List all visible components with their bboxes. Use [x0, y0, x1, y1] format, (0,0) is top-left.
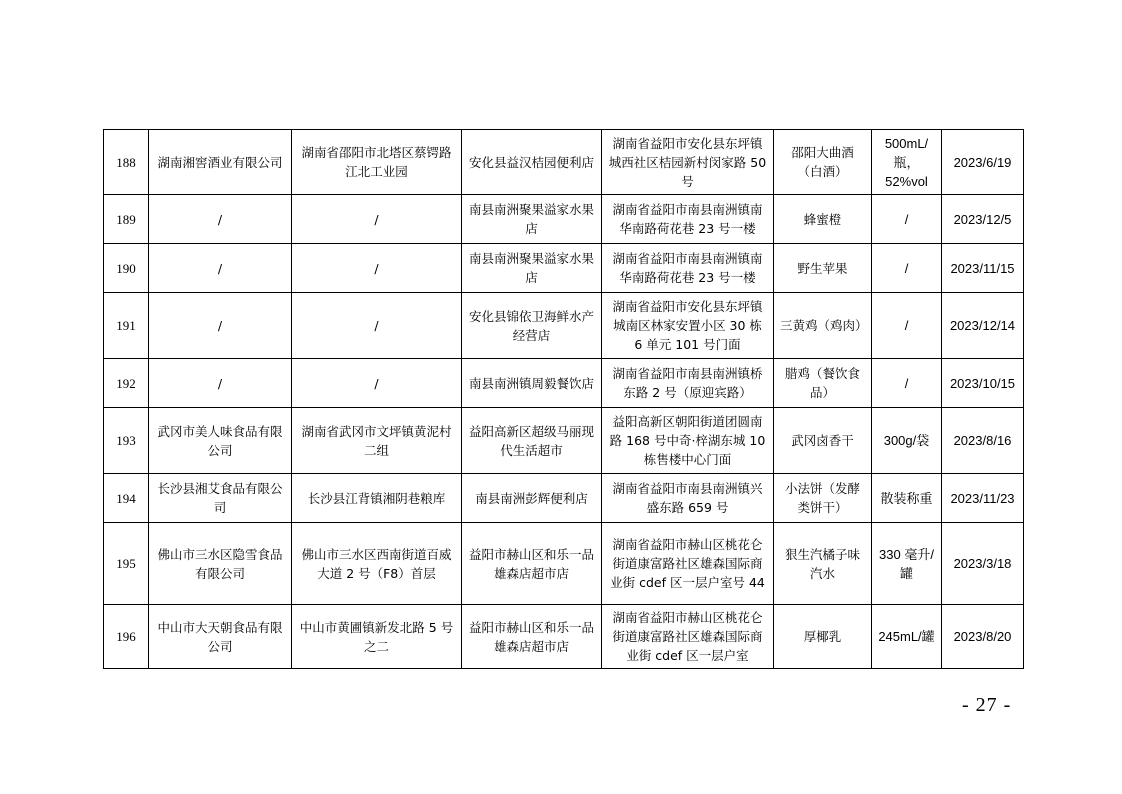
manufacturer-name: 中山市大天朝食品有限公司 [149, 605, 292, 669]
manufacturer-name: / [149, 293, 292, 359]
sampled-unit-name: 南县南洲聚果溢家水果店 [462, 244, 602, 293]
product-name: 邵阳大曲酒（白酒） [774, 130, 872, 195]
table-row [104, 293, 1024, 359]
table-body [104, 130, 1024, 669]
row-number: 195 [104, 523, 149, 605]
product-name: 蜂蜜橙 [774, 195, 872, 244]
table-row [104, 130, 1024, 195]
page-number: - 27 - [962, 694, 1012, 716]
product-name: 野生苹果 [774, 244, 872, 293]
product-name: 狠生汽橘子味汽水 [774, 523, 872, 605]
sampled-unit-address: 湖南省益阳市南县南洲镇南华南路荷花巷 23 号一楼 [602, 244, 774, 293]
product-spec: 300g/袋 [872, 408, 942, 474]
table-row [104, 523, 1024, 605]
manufacturer-address: 佛山市三水区西南街道百威大道 2 号（F8）首层 [292, 523, 462, 605]
production-date: 2023/8/16 [942, 408, 1024, 474]
sampled-unit-name: 益阳市赫山区和乐一品雄森店超市店 [462, 523, 602, 605]
production-date: 2023/12/14 [942, 293, 1024, 359]
sampled-unit-name: 安化县益汉桔园便利店 [462, 130, 602, 195]
manufacturer-name: 湖南湘窖酒业有限公司 [149, 130, 292, 195]
production-date: 2023/12/5 [942, 195, 1024, 244]
sampled-unit-address: 湖南省益阳市南县南洲镇南华南路荷花巷 23 号一楼 [602, 195, 774, 244]
table-row [104, 195, 1024, 244]
sampled-unit-address: 湖南省益阳市安化县东坪镇城西社区桔园新村闵家路 50 号 [602, 130, 774, 195]
production-date: 2023/10/15 [942, 359, 1024, 408]
product-name: 三黄鸡（鸡肉） [774, 293, 872, 359]
manufacturer-address: 长沙县江背镇湘阴巷粮库 [292, 474, 462, 523]
production-date: 2023/11/23 [942, 474, 1024, 523]
product-name: 武冈卤香干 [774, 408, 872, 474]
manufacturer-address: / [292, 195, 462, 244]
product-name: 小法饼（发酵类饼干） [774, 474, 872, 523]
manufacturer-name: / [149, 195, 292, 244]
product-spec: / [872, 293, 942, 359]
row-number: 194 [104, 474, 149, 523]
production-date: 2023/3/18 [942, 523, 1024, 605]
manufacturer-address: 湖南省邵阳市北塔区蔡锷路江北工业园 [292, 130, 462, 195]
product-spec: 245mL/罐 [872, 605, 942, 669]
sampled-unit-name: 安化县锦依卫海鲜水产经营店 [462, 293, 602, 359]
production-date: 2023/6/19 [942, 130, 1024, 195]
manufacturer-name: 长沙县湘艾食品有限公司 [149, 474, 292, 523]
manufacturer-address: 中山市黄圃镇新发北路 5 号之二 [292, 605, 462, 669]
sampling-results-table [103, 129, 1024, 669]
sampled-unit-name: 南县南洲聚果溢家水果店 [462, 195, 602, 244]
sampled-unit-address: 湖南省益阳市南县南洲镇兴盛东路 659 号 [602, 474, 774, 523]
manufacturer-name: / [149, 244, 292, 293]
product-spec: / [872, 195, 942, 244]
row-number: 192 [104, 359, 149, 408]
manufacturer-address: / [292, 293, 462, 359]
table-row [104, 244, 1024, 293]
product-spec: 330 毫升/罐 [872, 523, 942, 605]
sampled-unit-address: 湖南省益阳市安化县东坪镇城南区林家安置小区 30 栋 6 单元 101 号门面 [602, 293, 774, 359]
manufacturer-address: 湖南省武冈市文坪镇黄泥村二组 [292, 408, 462, 474]
row-number: 188 [104, 130, 149, 195]
sampled-unit-name: 南县南洲彭辉便利店 [462, 474, 602, 523]
row-number: 191 [104, 293, 149, 359]
row-number: 196 [104, 605, 149, 669]
manufacturer-name: 佛山市三水区隐雪食品有限公司 [149, 523, 292, 605]
manufacturer-name: / [149, 359, 292, 408]
sampled-unit-address: 湖南省益阳市南县南洲镇桥东路 2 号（原迎宾路） [602, 359, 774, 408]
product-name: 厚椰乳 [774, 605, 872, 669]
table-row [104, 605, 1024, 669]
product-spec: / [872, 359, 942, 408]
row-number: 189 [104, 195, 149, 244]
sampled-unit-name: 益阳高新区超级马丽现代生活超市 [462, 408, 602, 474]
sampled-unit-name: 益阳市赫山区和乐一品雄森店超市店 [462, 605, 602, 669]
table-row [104, 474, 1024, 523]
product-spec: 散装称重 [872, 474, 942, 523]
manufacturer-name: 武冈市美人味食品有限公司 [149, 408, 292, 474]
product-spec: / [872, 244, 942, 293]
production-date: 2023/11/15 [942, 244, 1024, 293]
table-row [104, 408, 1024, 474]
sampled-unit-name: 南县南洲镇周毅餐饮店 [462, 359, 602, 408]
product-name: 腊鸡（餐饮食品） [774, 359, 872, 408]
manufacturer-address: / [292, 359, 462, 408]
product-spec: 500mL/瓶，52%vol [872, 130, 942, 195]
table-row [104, 359, 1024, 408]
row-number: 193 [104, 408, 149, 474]
production-date: 2023/8/20 [942, 605, 1024, 669]
sampled-unit-address: 益阳高新区朝阳街道团圆南路 168 号中奇·梓湖东城 10 栋售楼中心门面 [602, 408, 774, 474]
sampled-unit-address: 湖南省益阳市赫山区桃花仑街道康富路社区雄森国际商业街 cdef 区一层户室 [602, 605, 774, 669]
row-number: 190 [104, 244, 149, 293]
sampled-unit-address: 湖南省益阳市赫山区桃花仑街道康富路社区雄森国际商业街 cdef 区一层户室号 44 [602, 523, 774, 605]
manufacturer-address: / [292, 244, 462, 293]
